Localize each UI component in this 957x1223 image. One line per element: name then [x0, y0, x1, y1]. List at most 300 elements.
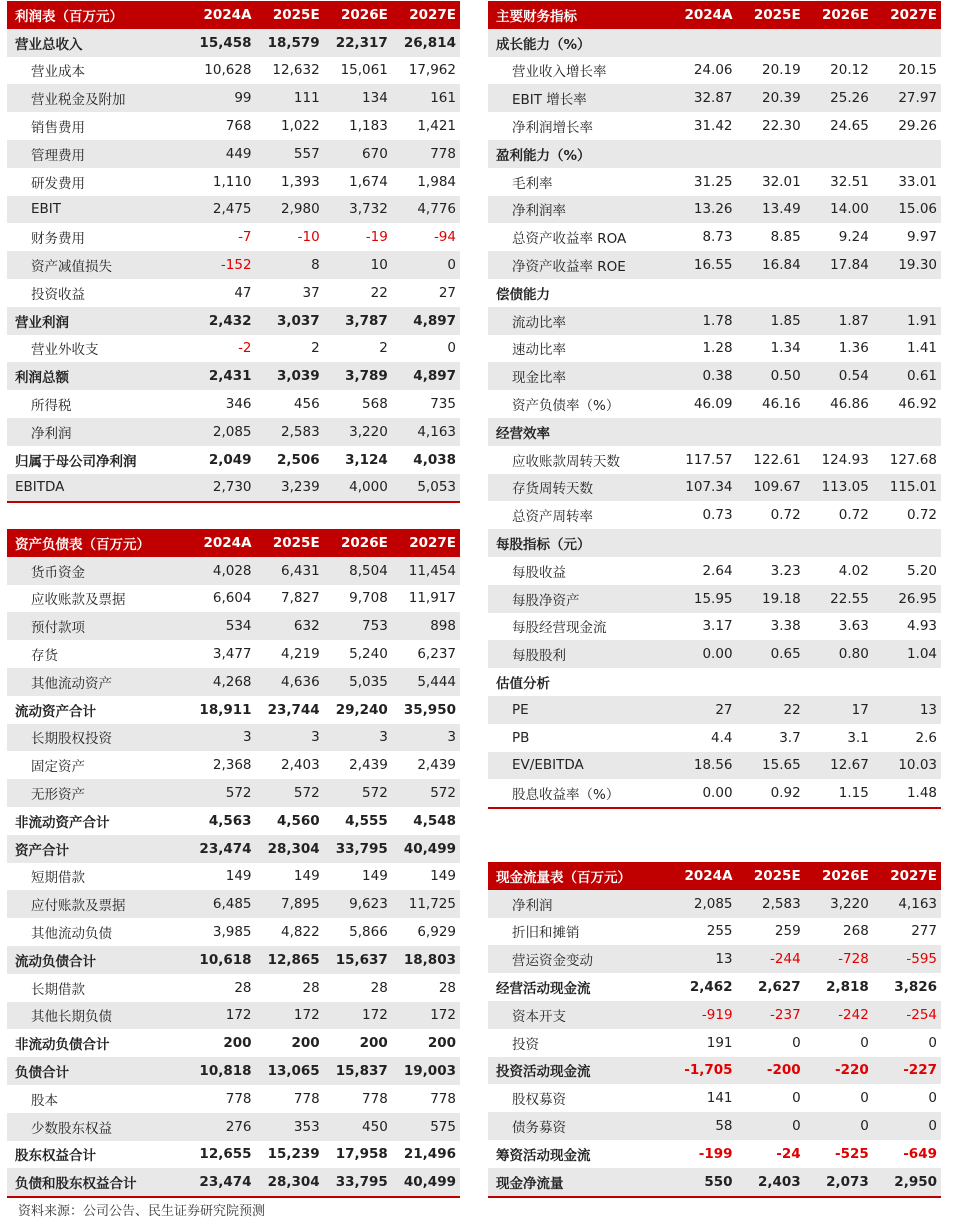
- row-value: 200: [223, 1035, 252, 1052]
- row-value: 2.64: [702, 562, 733, 579]
- table-row: [7, 668, 460, 696]
- row-value: 15.06: [873, 196, 941, 224]
- year-header: 2026E: [324, 529, 392, 557]
- row-value: 15.65: [737, 752, 805, 780]
- row-value: 2,583: [256, 418, 324, 446]
- row-value: 4,555: [345, 812, 388, 829]
- row-value: 46.86: [830, 396, 869, 413]
- row-value: -525: [835, 1145, 869, 1162]
- row-label: EBIT 增长率: [488, 84, 668, 112]
- row-value: 17,962: [408, 62, 456, 79]
- row-label: 现金净流量: [488, 1168, 668, 1197]
- row-value: 17.84: [805, 251, 873, 279]
- row-value: 3.1: [847, 729, 869, 746]
- row-value: 24.65: [830, 118, 869, 135]
- row-value: -728: [805, 945, 873, 973]
- row-label: 估值分析: [496, 676, 550, 693]
- table-row: [488, 474, 941, 502]
- row-value: 6,929: [417, 924, 456, 941]
- table-row: [7, 835, 460, 863]
- row-value: 24.06: [693, 62, 733, 79]
- row-label: 每股经营现金流: [512, 620, 607, 637]
- row-label: 总资产周转率: [512, 509, 593, 526]
- row-value: 3,039: [256, 362, 324, 390]
- row-label: 应收账款周转天数: [512, 453, 620, 470]
- table-row: [7, 1085, 460, 1113]
- row-label: 应收账款及票据: [31, 592, 126, 609]
- row-label: 每股指标（元）: [488, 529, 668, 557]
- table-row: [7, 1113, 460, 1141]
- row-value: 11,725: [392, 890, 460, 918]
- row-value: 4,268: [187, 668, 255, 696]
- row-value: 124.93: [821, 451, 869, 468]
- row-value: [668, 279, 736, 307]
- row-value: 172: [392, 1002, 460, 1030]
- table-row: [7, 474, 460, 503]
- row-value: 33.01: [898, 173, 937, 190]
- table-row: [7, 140, 460, 168]
- table-row: [488, 1112, 941, 1140]
- row-value: 2,049: [208, 451, 252, 468]
- row-value: 200: [427, 1035, 456, 1052]
- row-value: 26.95: [873, 585, 941, 613]
- row-label: 股本: [31, 1092, 58, 1109]
- row-value: 10: [324, 251, 392, 279]
- row-value: -237: [737, 1001, 805, 1029]
- row-label: 非流动资产合计: [15, 814, 110, 831]
- table-row: [7, 307, 460, 335]
- table-header: [7, 1, 460, 29]
- row-value: 122.61: [753, 451, 801, 468]
- row-label: PE: [488, 696, 668, 724]
- row-value: 2,506: [276, 451, 320, 468]
- row-value: 15,637: [324, 946, 392, 974]
- row-value: [805, 140, 873, 168]
- row-label: EBIT: [7, 196, 187, 224]
- row-value: 778: [430, 1090, 456, 1107]
- row-value: 4.4: [711, 729, 733, 746]
- row-value: 276: [187, 1113, 255, 1141]
- row-value: 534: [187, 612, 255, 640]
- row-label: 归属于母公司净利润: [15, 453, 137, 470]
- row-value: -649: [903, 1145, 937, 1162]
- row-label: 投资活动现金流: [488, 1057, 668, 1085]
- row-value: 18,911: [199, 701, 252, 718]
- row-value: 1,984: [417, 173, 456, 190]
- source-note: 资料来源：公司公告、民生证券研究院预测: [18, 1204, 266, 1219]
- row-label: 毛利率: [512, 175, 553, 192]
- row-value: 898: [392, 612, 460, 640]
- table-header: [7, 529, 460, 557]
- row-value: [737, 529, 805, 557]
- row-value: 0: [860, 1034, 869, 1051]
- row-label: 财务费用: [31, 231, 85, 248]
- row-value: 3: [187, 724, 255, 752]
- row-value: 4.02: [838, 562, 869, 579]
- table-row: [488, 1057, 941, 1085]
- year-header: 2027E: [873, 862, 941, 890]
- row-value: 31.42: [693, 118, 733, 135]
- row-value: 1,183: [349, 118, 388, 135]
- table-row: [7, 1168, 460, 1197]
- row-label: 营业成本: [31, 64, 85, 81]
- table-row: [488, 112, 941, 140]
- row-label: 每股收益: [512, 564, 566, 581]
- row-value: 0.73: [702, 507, 733, 524]
- row-value: 32.87: [668, 84, 736, 112]
- row-value: [737, 668, 805, 696]
- row-value: 149: [362, 868, 388, 885]
- row-value: 4,548: [413, 812, 456, 829]
- row-label: 长期借款: [31, 981, 85, 998]
- year-header: 2024A: [187, 529, 255, 557]
- row-value: 9,623: [324, 890, 392, 918]
- row-value: 259: [774, 923, 801, 940]
- row-value: 4,163: [873, 890, 941, 918]
- row-value: 778: [225, 1090, 252, 1107]
- row-label: 净利润率: [488, 196, 668, 224]
- table-row: [7, 974, 460, 1002]
- row-label: 营运资金变动: [488, 945, 668, 973]
- row-value: 16.55: [668, 251, 736, 279]
- year-header: 2025E: [256, 529, 324, 557]
- row-value: 13.49: [737, 196, 805, 224]
- row-value: -10: [297, 229, 320, 246]
- row-label: 经营活动现金流: [496, 981, 591, 998]
- row-value: 268: [843, 923, 869, 940]
- row-value: -595: [873, 945, 941, 973]
- row-label: 销售费用: [31, 120, 85, 137]
- row-label: 每股股利: [488, 640, 668, 668]
- row-value: [668, 140, 736, 168]
- row-value: 0: [792, 1034, 801, 1051]
- row-value: 0: [928, 1090, 937, 1107]
- year-header: 2025E: [256, 1, 324, 29]
- row-value: 4,000: [324, 474, 392, 503]
- row-value: 37: [302, 284, 320, 301]
- row-value: 0.50: [737, 362, 805, 390]
- row-label: 成长能力（%）: [488, 29, 668, 57]
- row-label: 总资产收益率 ROA: [512, 231, 627, 248]
- row-value: 28: [234, 979, 252, 996]
- row-value: 2,627: [757, 979, 801, 996]
- row-label: 投资收益: [31, 286, 85, 303]
- table-row: [7, 29, 460, 57]
- table-title: 现金流量表（百万元）: [488, 862, 668, 890]
- row-value: 13: [668, 945, 736, 973]
- row-value: 3: [256, 724, 324, 752]
- row-value: 449: [187, 140, 255, 168]
- row-value: 575: [392, 1113, 460, 1141]
- income-statement-table: [7, 1, 460, 503]
- table-row: [488, 168, 941, 196]
- table-title: 主要财务指标: [488, 1, 668, 29]
- row-label: 负债和股东权益合计: [7, 1168, 187, 1197]
- table-row: [7, 279, 460, 307]
- row-value: 25.26: [805, 84, 873, 112]
- row-value: 5,035: [324, 668, 392, 696]
- row-value: -200: [737, 1057, 805, 1085]
- row-label: 其他流动负债: [31, 926, 112, 943]
- row-value: -199: [698, 1145, 733, 1162]
- row-value: 99: [187, 84, 255, 112]
- row-value: 11,917: [408, 590, 456, 607]
- row-label: 资产合计: [7, 835, 187, 863]
- table-row: [488, 1084, 941, 1112]
- row-value: 778: [293, 1090, 320, 1107]
- row-label: 股权募资: [512, 1092, 566, 1109]
- table-row: [488, 1001, 941, 1029]
- row-value: 7,895: [256, 890, 324, 918]
- table-row: [488, 1029, 941, 1057]
- table-row: [488, 140, 941, 168]
- row-label: 利润总额: [7, 362, 187, 390]
- row-value: 12,865: [256, 946, 324, 974]
- row-value: 10.03: [873, 752, 941, 780]
- table-row: [7, 335, 460, 363]
- row-label: 非流动负债合计: [15, 1037, 110, 1054]
- row-label: 资本开支: [488, 1001, 668, 1029]
- row-value: 1.15: [805, 779, 873, 808]
- row-value: 632: [256, 612, 324, 640]
- row-value: 40,499: [392, 835, 460, 863]
- row-value: -254: [873, 1001, 941, 1029]
- row-label: 流动资产合计: [15, 703, 96, 720]
- row-value: [805, 418, 873, 446]
- table-row: [7, 418, 460, 446]
- row-value: 735: [430, 396, 456, 413]
- row-value: 28: [302, 979, 320, 996]
- table-row: [7, 1002, 460, 1030]
- table-row: [488, 501, 941, 529]
- row-label: 资产减值损失: [7, 251, 187, 279]
- row-value: 0.61: [873, 362, 941, 390]
- year-header: 2024A: [668, 862, 736, 890]
- table-row: [488, 613, 941, 641]
- row-value: 4,776: [392, 196, 460, 224]
- row-value: 3: [392, 724, 460, 752]
- row-value: 4,636: [256, 668, 324, 696]
- table-row: [7, 779, 460, 807]
- row-value: 21,496: [403, 1146, 456, 1163]
- row-label: 固定资产: [31, 759, 85, 776]
- row-value: 6,485: [187, 890, 255, 918]
- table-row: [7, 807, 460, 835]
- row-value: 13,065: [256, 1057, 324, 1085]
- table-row: [7, 168, 460, 196]
- table-row: [488, 29, 941, 57]
- table-row: [7, 724, 460, 752]
- row-value: 4,219: [281, 646, 320, 663]
- table-header: [488, 1, 941, 29]
- row-value: [737, 418, 805, 446]
- row-label: 盈利能力（%）: [488, 140, 668, 168]
- row-label: 应付账款及票据: [7, 890, 187, 918]
- table-row: [7, 640, 460, 668]
- row-value: 11,454: [392, 557, 460, 585]
- row-value: 557: [256, 140, 324, 168]
- row-value: 7,827: [281, 590, 320, 607]
- row-value: 20.39: [737, 84, 805, 112]
- row-value: [873, 29, 941, 57]
- row-value: 572: [256, 779, 324, 807]
- row-value: 5,866: [349, 924, 388, 941]
- table-row: [488, 362, 941, 390]
- row-value: 1,421: [417, 118, 456, 135]
- row-value: 1,674: [349, 173, 388, 190]
- row-label: 净利润: [7, 418, 187, 446]
- row-value: 22.30: [762, 118, 801, 135]
- table-row: [7, 696, 460, 724]
- row-value: 450: [324, 1113, 392, 1141]
- row-value: 23,474: [187, 835, 255, 863]
- row-label: 折旧和摊销: [512, 925, 580, 942]
- row-value: 15,458: [187, 29, 255, 57]
- row-label: 每股净资产: [488, 585, 668, 613]
- table-row: [7, 751, 460, 779]
- table-row: [488, 1168, 941, 1197]
- row-value: 0: [792, 1090, 801, 1107]
- row-label: 货币资金: [7, 557, 187, 585]
- year-header: 2027E: [873, 1, 941, 29]
- table-row: [7, 57, 460, 85]
- row-value: 32.51: [830, 173, 869, 190]
- row-value: 2,432: [187, 307, 255, 335]
- row-value: 2,085: [668, 890, 736, 918]
- row-value: 17,958: [335, 1146, 388, 1163]
- table-row: [488, 779, 941, 808]
- row-value: 16.84: [737, 251, 805, 279]
- row-value: 2,403: [281, 757, 320, 774]
- table-row: [488, 196, 941, 224]
- table-row: [488, 640, 941, 668]
- row-value: 3,732: [324, 196, 392, 224]
- row-value: 572: [392, 779, 460, 807]
- row-value: [737, 279, 805, 307]
- table-row: [488, 418, 941, 446]
- row-value: 15,239: [267, 1146, 320, 1163]
- row-label: 债务募资: [488, 1112, 668, 1140]
- row-value: 2,583: [737, 890, 805, 918]
- row-label: 短期借款: [31, 870, 85, 887]
- row-value: 10,618: [187, 946, 255, 974]
- row-label: 所得税: [31, 398, 72, 415]
- row-value: 4,563: [208, 812, 252, 829]
- row-label: 偿债能力: [496, 286, 550, 303]
- row-value: 768: [225, 118, 252, 135]
- row-value: 33,795: [324, 835, 392, 863]
- row-value: 15.95: [668, 585, 736, 613]
- table-row: [488, 1140, 941, 1168]
- row-value: 0: [860, 1090, 869, 1107]
- row-value: 172: [324, 1002, 392, 1030]
- row-value: 22.55: [805, 585, 873, 613]
- row-value: 2: [379, 340, 388, 357]
- row-value: 2,431: [187, 362, 255, 390]
- row-value: 1.48: [873, 779, 941, 808]
- row-value: 18.56: [668, 752, 736, 780]
- row-value: 4,822: [281, 924, 320, 941]
- row-value: 6,604: [212, 590, 252, 607]
- row-value: 109.67: [737, 474, 805, 502]
- row-value: 9.97: [906, 229, 937, 246]
- row-value: 3,787: [324, 307, 392, 335]
- year-header: 2024A: [668, 1, 736, 29]
- row-value: 1.34: [770, 340, 801, 357]
- row-label: 无形资产: [7, 779, 187, 807]
- row-label: 管理费用: [7, 140, 187, 168]
- row-value: 3.63: [838, 618, 869, 635]
- row-value: 115.01: [873, 474, 941, 502]
- row-label: 营业税金及附加: [7, 84, 187, 112]
- row-value: 2,475: [187, 196, 255, 224]
- row-value: 2.6: [915, 729, 937, 746]
- row-value: 12,632: [272, 62, 320, 79]
- row-value: 40,499: [392, 1168, 460, 1197]
- row-value: 149: [430, 868, 456, 885]
- row-value: 3.7: [779, 729, 801, 746]
- year-header: 2026E: [324, 1, 392, 29]
- table-row: [7, 612, 460, 640]
- row-value: 2,403: [737, 1168, 805, 1197]
- row-value: 1.04: [873, 640, 941, 668]
- row-value: 3.23: [770, 562, 801, 579]
- row-label: 其他长期负债: [7, 1002, 187, 1030]
- row-value: 23,744: [267, 701, 320, 718]
- table-row: [488, 223, 941, 251]
- table-row: [488, 390, 941, 418]
- row-label: 营业外收支: [31, 342, 99, 359]
- table-row: [488, 307, 941, 335]
- row-value: 2,439: [349, 757, 388, 774]
- row-value: 8,504: [324, 557, 392, 585]
- row-value: 0.72: [770, 507, 801, 524]
- key-ratios-table: [488, 1, 941, 809]
- row-label: EBITDA: [7, 474, 187, 503]
- row-value: 0: [737, 1112, 805, 1140]
- row-label: 流动负债合计: [7, 946, 187, 974]
- row-value: 0.00: [668, 640, 736, 668]
- row-value: 1,393: [281, 173, 320, 190]
- row-value: 127.68: [889, 451, 937, 468]
- row-value: 28: [438, 979, 456, 996]
- row-value: -7: [238, 229, 252, 246]
- row-label: 营业总收入: [7, 29, 187, 57]
- row-value: [873, 529, 941, 557]
- row-value: 0.72: [838, 507, 869, 524]
- row-value: 0: [873, 1112, 941, 1140]
- row-value: 0: [447, 340, 456, 357]
- table-row: [7, 251, 460, 279]
- row-value: 33,795: [324, 1168, 392, 1197]
- row-value: 1.91: [873, 307, 941, 335]
- row-label: 其他流动资产: [7, 668, 187, 696]
- row-value: 5,444: [392, 668, 460, 696]
- table-row: [488, 890, 941, 918]
- table-row: [488, 752, 941, 780]
- row-label: 净资产收益率 ROE: [488, 251, 668, 279]
- row-label: 股东权益合计: [15, 1148, 96, 1165]
- table-row: [7, 390, 460, 418]
- row-value: 8.73: [702, 229, 733, 246]
- row-value: -152: [187, 251, 255, 279]
- row-value: 3.17: [702, 618, 733, 635]
- row-label: 营业利润: [7, 307, 187, 335]
- row-value: 346: [225, 396, 252, 413]
- row-label: 筹资活动现金流: [496, 1147, 591, 1164]
- row-value: 29,240: [335, 701, 388, 718]
- row-value: 2,950: [873, 1168, 941, 1197]
